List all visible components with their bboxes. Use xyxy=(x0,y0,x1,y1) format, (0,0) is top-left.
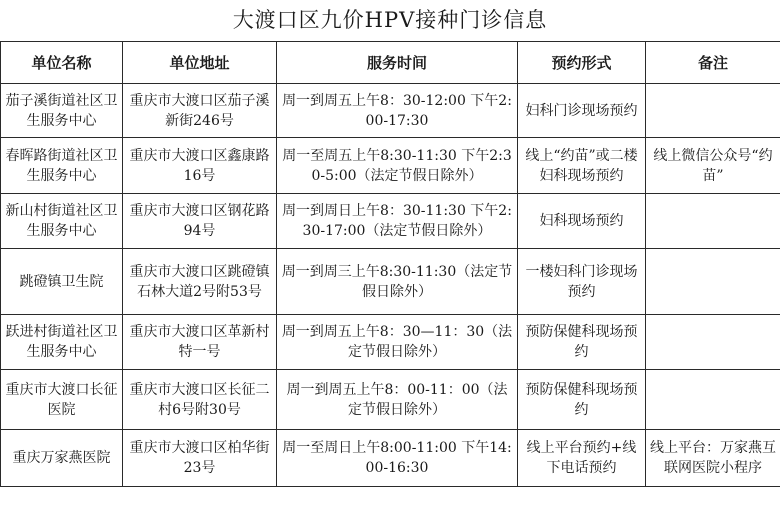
cell-name: 跳磴镇卫生院 xyxy=(1,249,123,315)
cell-booking: 预防保健科现场预约 xyxy=(518,370,646,430)
header-booking: 预约形式 xyxy=(518,42,646,84)
cell-address: 重庆市大渡口区鑫康路16号 xyxy=(123,138,277,194)
clinic-info-table xyxy=(0,41,780,487)
cell-booking: 妇科门诊现场预约 xyxy=(518,84,646,138)
cell-notes: 线上微信公众号“约苗” xyxy=(646,138,780,194)
cell-name: 新山村街道社区卫生服务中心 xyxy=(1,194,123,249)
cell-hours: 周一到周五上午8：00-11：00（法定节假日除外） xyxy=(277,370,518,430)
cell-hours: 周一到周日上午8：30-11:30 下午2:30-17:00（法定节假日除外） xyxy=(277,194,518,249)
cell-booking: 预防保健科现场预约 xyxy=(518,315,646,370)
cell-address: 重庆市大渡口区柏华街23号 xyxy=(123,430,277,487)
cell-notes xyxy=(646,84,780,138)
header-notes: 备注 xyxy=(646,42,780,84)
cell-hours: 周一至周日上午8:00-11:00 下午14:00-16:30 xyxy=(277,430,518,487)
table-row xyxy=(1,138,780,194)
cell-booking: 一楼妇科门诊现场预约 xyxy=(518,249,646,315)
header-hours: 服务时间 xyxy=(277,42,518,84)
cell-address: 重庆市大渡口区革新村特一号 xyxy=(123,315,277,370)
cell-notes: 线上平台：万家燕互联网医院小程序 xyxy=(646,430,780,487)
cell-name: 春晖路街道社区卫生服务中心 xyxy=(1,138,123,194)
table-row xyxy=(1,370,780,430)
cell-address: 重庆市大渡口区钢花路94号 xyxy=(123,194,277,249)
table-row xyxy=(1,84,780,138)
cell-hours: 周一到周五上午8：30-12:00 下午2:00-17:30 xyxy=(277,84,518,138)
cell-address: 重庆市大渡口区跳磴镇石林大道2号附53号 xyxy=(123,249,277,315)
cell-hours: 周一到周五上午8：30—11：30（法定节假日除外） xyxy=(277,315,518,370)
page-title: 大渡口区九价HPV接种门诊信息 xyxy=(232,8,548,32)
table-header-row xyxy=(1,42,780,84)
table-row xyxy=(1,315,780,370)
cell-address: 重庆市大渡口区长征二村6号附30号 xyxy=(123,370,277,430)
table-row xyxy=(1,249,780,315)
cell-notes xyxy=(646,370,780,430)
header-name: 单位名称 xyxy=(1,42,123,84)
cell-notes xyxy=(646,315,780,370)
cell-name: 重庆万家燕医院 xyxy=(1,430,123,487)
cell-booking: 线上“约苗”或二楼妇科现场预约 xyxy=(518,138,646,194)
cell-booking: 线上平台预约+线下电话预约 xyxy=(518,430,646,487)
table-row xyxy=(1,430,780,487)
table-row xyxy=(1,194,780,249)
cell-address: 重庆市大渡口区茄子溪新街246号 xyxy=(123,84,277,138)
cell-booking: 妇科现场预约 xyxy=(518,194,646,249)
cell-notes xyxy=(646,194,780,249)
header-address: 单位地址 xyxy=(123,42,277,84)
cell-notes xyxy=(646,249,780,315)
cell-name: 跃进村街道社区卫生服务中心 xyxy=(1,315,123,370)
cell-name: 茄子溪街道社区卫生服务中心 xyxy=(1,84,123,138)
cell-name: 重庆市大渡口长征医院 xyxy=(1,370,123,430)
cell-hours: 周一到周三上午8:30-11:30（法定节假日除外） xyxy=(277,249,518,315)
cell-hours: 周一至周五上午8:30-11:30 下午2:30-5:00（法定节假日除外） xyxy=(277,138,518,194)
